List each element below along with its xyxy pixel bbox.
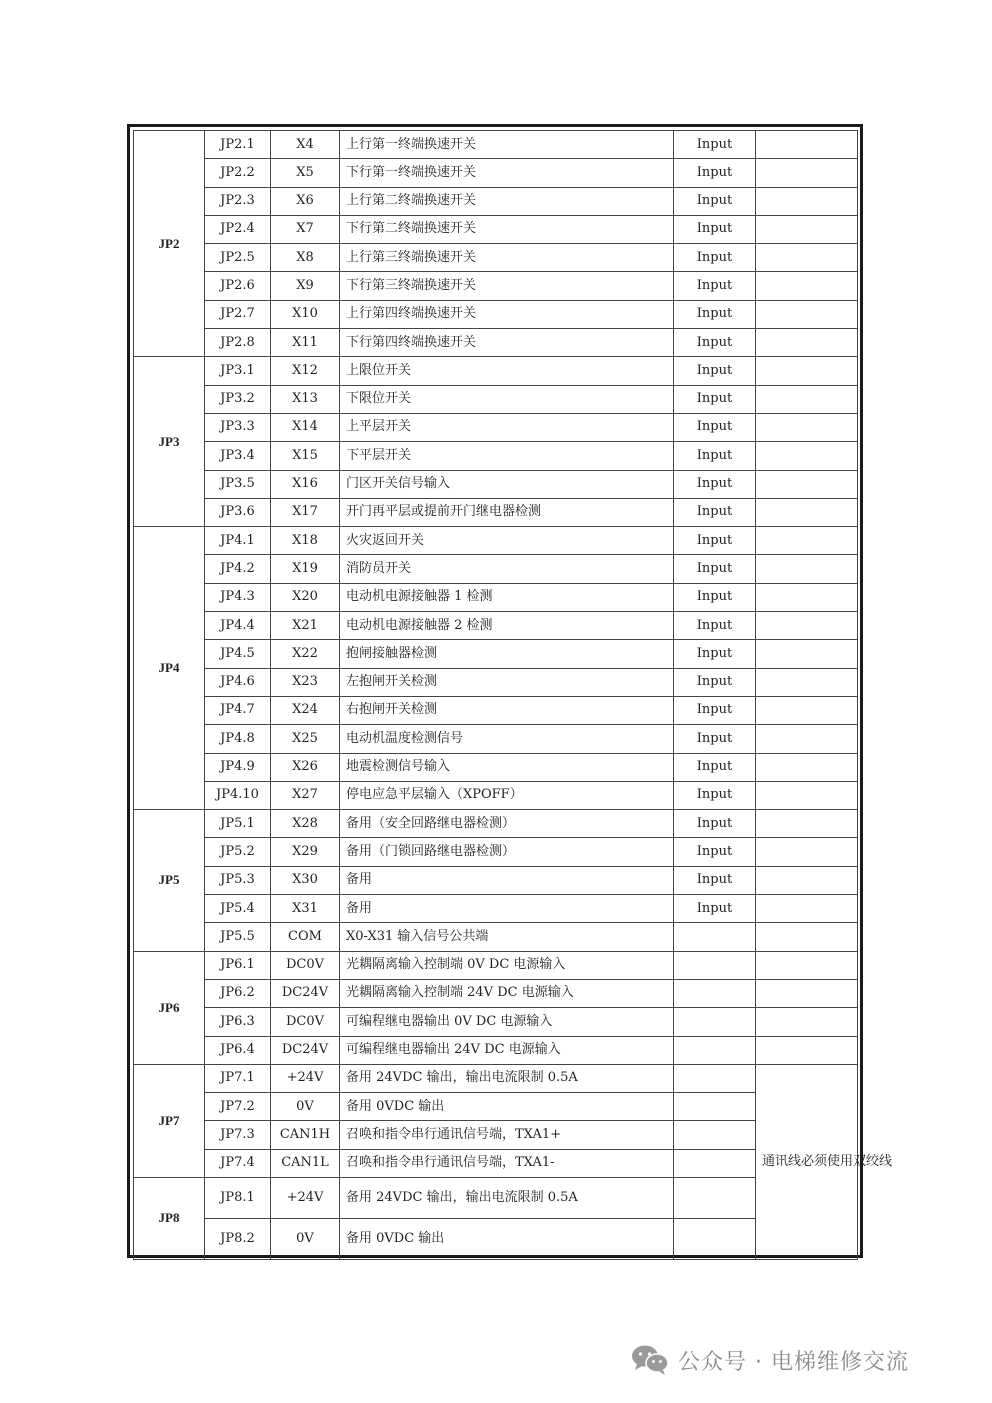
pin-number: JP6.1 <box>205 951 271 979</box>
signal-name: X7 <box>271 215 340 243</box>
signal-name: COM <box>271 923 340 951</box>
io-type: Input <box>674 555 756 583</box>
pin-number: JP4.4 <box>205 612 271 640</box>
pin-description: 消防员开关 <box>340 555 674 583</box>
table-row <box>134 951 858 979</box>
signal-name: X8 <box>271 244 340 272</box>
pin-number: JP3.4 <box>205 442 271 470</box>
pin-number: JP4.6 <box>205 668 271 696</box>
signal-name: X13 <box>271 385 340 413</box>
signal-name: X19 <box>271 555 340 583</box>
io-type: Input <box>674 866 756 894</box>
pin-description: 地震检测信号输入 <box>340 753 674 781</box>
io-type: Input <box>674 781 756 809</box>
connector-label: JP5 <box>134 810 205 951</box>
pin-number: JP2.6 <box>205 272 271 300</box>
signal-name: CAN1H <box>271 1121 340 1149</box>
pin-number: JP6.4 <box>205 1036 271 1064</box>
io-type <box>674 951 756 979</box>
remark-cell <box>756 979 858 1007</box>
table-row <box>134 1177 858 1218</box>
pin-number: JP3.2 <box>205 385 271 413</box>
io-type <box>674 1121 756 1149</box>
pin-number: JP3.1 <box>205 357 271 385</box>
pin-number: JP2.1 <box>205 131 271 159</box>
table-row <box>134 866 858 894</box>
table-row <box>134 244 858 272</box>
table-row <box>134 1064 858 1092</box>
signal-name: X25 <box>271 725 340 753</box>
pin-number: JP6.2 <box>205 979 271 1007</box>
signal-name: X18 <box>271 527 340 555</box>
table-row <box>134 838 858 866</box>
table-row <box>134 895 858 923</box>
pin-number: JP4.7 <box>205 696 271 724</box>
pin-description: 备用 0VDC 输出 <box>340 1218 674 1259</box>
signal-name: CAN1L <box>271 1149 340 1177</box>
pin-number: JP5.1 <box>205 810 271 838</box>
io-type <box>674 1064 756 1092</box>
signal-name: 0V <box>271 1218 340 1259</box>
io-type: Input <box>674 187 756 215</box>
pin-description: 左抱闸开关检测 <box>340 668 674 696</box>
table-row <box>134 215 858 243</box>
signal-name: X27 <box>271 781 340 809</box>
io-type: Input <box>674 131 756 159</box>
signal-name: X12 <box>271 357 340 385</box>
watermark <box>630 1340 909 1380</box>
pin-description: 备用 24VDC 输出，输出电流限制 0.5A <box>340 1064 674 1092</box>
io-type: Input <box>674 215 756 243</box>
pin-number: JP4.8 <box>205 725 271 753</box>
remark-cell <box>756 329 858 357</box>
pin-description: 备用（门锁回路继电器检测） <box>340 838 674 866</box>
table-row <box>134 1036 858 1064</box>
pin-number: JP3.3 <box>205 413 271 441</box>
pin-description: 备用 24VDC 输出，输出电流限制 0.5A <box>340 1177 674 1218</box>
pin-number: JP4.10 <box>205 781 271 809</box>
pin-description: 可编程继电器输出 0V DC 电源输入 <box>340 1008 674 1036</box>
pin-description: 光耦隔离输入控制端 0V DC 电源输入 <box>340 951 674 979</box>
table-row <box>134 923 858 951</box>
io-type: Input <box>674 640 756 668</box>
pin-description: 右抱闸开关检测 <box>340 696 674 724</box>
signal-name: DC0V <box>271 951 340 979</box>
signal-name: X6 <box>271 187 340 215</box>
signal-name: DC24V <box>271 979 340 1007</box>
signal-name: X29 <box>271 838 340 866</box>
table-row <box>134 1149 858 1177</box>
pin-number: JP2.7 <box>205 300 271 328</box>
signal-name: X23 <box>271 668 340 696</box>
pin-description: 门区开关信号输入 <box>340 470 674 498</box>
pin-number: JP4.3 <box>205 583 271 611</box>
remark-cell <box>756 1008 858 1036</box>
io-type: Input <box>674 753 756 781</box>
io-type <box>674 1093 756 1121</box>
signal-name: +24V <box>271 1064 340 1092</box>
pin-description: 备用 0VDC 输出 <box>340 1093 674 1121</box>
table-row <box>134 498 858 526</box>
pin-description: 下行第一终端换速开关 <box>340 159 674 187</box>
table-row <box>134 329 858 357</box>
pin-description: 召唤和指令串行通讯信号端，TXA1+ <box>340 1121 674 1149</box>
io-type <box>674 1177 756 1218</box>
pin-number: JP7.2 <box>205 1093 271 1121</box>
remark-cell <box>756 413 858 441</box>
remark-cell <box>756 527 858 555</box>
remark-cell <box>756 951 858 979</box>
remark-cell <box>756 668 858 696</box>
remark-cell <box>756 583 858 611</box>
pin-number: JP4.1 <box>205 527 271 555</box>
remark-cell <box>756 725 858 753</box>
table-row <box>134 1121 858 1149</box>
remark-cell <box>756 753 858 781</box>
pin-description: 开门再平层或提前开门继电器检测 <box>340 498 674 526</box>
remark-cell <box>756 498 858 526</box>
pin-number: JP5.4 <box>205 895 271 923</box>
pin-description: 上行第四终端换速开关 <box>340 300 674 328</box>
pin-number: JP2.5 <box>205 244 271 272</box>
io-type: Input <box>674 725 756 753</box>
pin-description: 备用（安全回路继电器检测） <box>340 810 674 838</box>
pin-table-frame <box>127 124 893 1258</box>
table-row <box>134 753 858 781</box>
table-row <box>134 555 858 583</box>
remark-cell <box>756 810 858 838</box>
remark-cell <box>756 838 858 866</box>
signal-name: X9 <box>271 272 340 300</box>
remark-cell <box>756 215 858 243</box>
connector-label: JP7 <box>134 1064 205 1177</box>
pin-description: 下行第四终端换速开关 <box>340 329 674 357</box>
signal-name: X31 <box>271 895 340 923</box>
signal-name: +24V <box>271 1177 340 1218</box>
pin-description: 可编程继电器输出 24V DC 电源输入 <box>340 1036 674 1064</box>
pin-number: JP5.5 <box>205 923 271 951</box>
signal-name: X28 <box>271 810 340 838</box>
io-type: Input <box>674 385 756 413</box>
io-type <box>674 1218 756 1259</box>
io-type <box>674 923 756 951</box>
table-row <box>134 159 858 187</box>
signal-name: X24 <box>271 696 340 724</box>
signal-name: X15 <box>271 442 340 470</box>
signal-name: X17 <box>271 498 340 526</box>
signal-name: DC24V <box>271 1036 340 1064</box>
pin-number: JP4.2 <box>205 555 271 583</box>
table-row <box>134 527 858 555</box>
io-type: Input <box>674 272 756 300</box>
pin-description: 停电应急平层输入（XPOFF） <box>340 781 674 809</box>
remark-cell <box>756 187 858 215</box>
io-type: Input <box>674 838 756 866</box>
table-row <box>134 1008 858 1036</box>
pin-description: 抱闸接触器检测 <box>340 640 674 668</box>
table-row <box>134 810 858 838</box>
pin-assignment-table <box>133 130 893 1260</box>
pin-description: 电动机电源接触器 2 检测 <box>340 612 674 640</box>
connector-label: JP6 <box>134 951 205 1064</box>
pin-number: JP4.9 <box>205 753 271 781</box>
pin-description: 上行第三终端换速开关 <box>340 244 674 272</box>
table-row <box>134 413 858 441</box>
table-row <box>134 187 858 215</box>
table-row <box>134 300 858 328</box>
signal-name: 0V <box>271 1093 340 1121</box>
table-row <box>134 1093 858 1121</box>
io-type: Input <box>674 668 756 696</box>
pin-description: 下平层开关 <box>340 442 674 470</box>
remark-cell <box>756 1036 858 1064</box>
signal-name: X22 <box>271 640 340 668</box>
signal-name: X21 <box>271 612 340 640</box>
table-row <box>134 272 858 300</box>
pin-number: JP8.1 <box>205 1177 271 1218</box>
note-cell: 通讯线必须使用双绞线 <box>756 1064 858 1259</box>
io-type <box>674 1008 756 1036</box>
table-row <box>134 357 858 385</box>
pin-number: JP7.4 <box>205 1149 271 1177</box>
signal-name: DC0V <box>271 1008 340 1036</box>
remark-cell <box>756 640 858 668</box>
io-type: Input <box>674 583 756 611</box>
wechat-icon <box>630 1343 670 1377</box>
remark-cell <box>756 696 858 724</box>
remark-cell <box>756 923 858 951</box>
signal-name: X14 <box>271 413 340 441</box>
table-row <box>134 583 858 611</box>
pin-number: JP6.3 <box>205 1008 271 1036</box>
signal-name: X20 <box>271 583 340 611</box>
io-type: Input <box>674 329 756 357</box>
pin-description: 召唤和指令串行通讯信号端，TXA1- <box>340 1149 674 1177</box>
pin-description: 上限位开关 <box>340 357 674 385</box>
signal-name: X11 <box>271 329 340 357</box>
io-type: Input <box>674 895 756 923</box>
pin-description: 上行第一终端换速开关 <box>340 131 674 159</box>
pin-description: 电动机电源接触器 1 检测 <box>340 583 674 611</box>
pin-number: JP8.2 <box>205 1218 271 1259</box>
pin-description: 备用 <box>340 895 674 923</box>
io-type: Input <box>674 498 756 526</box>
table-row <box>134 385 858 413</box>
pin-number: JP7.1 <box>205 1064 271 1092</box>
signal-name: X26 <box>271 753 340 781</box>
io-type <box>674 1036 756 1064</box>
pin-description: X0-X31 输入信号公共端 <box>340 923 674 951</box>
pin-number: JP2.2 <box>205 159 271 187</box>
remark-cell <box>756 866 858 894</box>
remark-cell <box>756 300 858 328</box>
remark-cell <box>756 357 858 385</box>
pin-description: 上行第二终端换速开关 <box>340 187 674 215</box>
pin-description: 下行第二终端换速开关 <box>340 215 674 243</box>
pin-number: JP3.6 <box>205 498 271 526</box>
io-type: Input <box>674 357 756 385</box>
io-type: Input <box>674 442 756 470</box>
pin-number: JP3.5 <box>205 470 271 498</box>
connector-label: JP8 <box>134 1177 205 1259</box>
pin-number: JP2.4 <box>205 215 271 243</box>
remark-cell <box>756 470 858 498</box>
signal-name: X4 <box>271 131 340 159</box>
connector-label: JP2 <box>134 131 205 357</box>
remark-cell <box>756 385 858 413</box>
table-row <box>134 668 858 696</box>
signal-name: X16 <box>271 470 340 498</box>
watermark-text: 公众号 · 电梯维修交流 <box>678 1349 909 1375</box>
remark-cell <box>756 555 858 583</box>
io-type: Input <box>674 696 756 724</box>
remark-cell <box>756 612 858 640</box>
table-row <box>134 979 858 1007</box>
pin-number: JP4.5 <box>205 640 271 668</box>
table-row <box>134 470 858 498</box>
remark-cell <box>756 781 858 809</box>
pin-description: 上平层开关 <box>340 413 674 441</box>
pin-number: JP5.3 <box>205 866 271 894</box>
io-type: Input <box>674 527 756 555</box>
pin-number: JP7.3 <box>205 1121 271 1149</box>
signal-name: X10 <box>271 300 340 328</box>
signal-name: X5 <box>271 159 340 187</box>
remark-cell <box>756 244 858 272</box>
remark-cell <box>756 272 858 300</box>
connector-label: JP4 <box>134 527 205 810</box>
io-type: Input <box>674 612 756 640</box>
table-row <box>134 131 858 159</box>
table-row <box>134 781 858 809</box>
remark-cell <box>756 131 858 159</box>
io-type: Input <box>674 159 756 187</box>
pin-description: 下限位开关 <box>340 385 674 413</box>
table-row <box>134 696 858 724</box>
io-type <box>674 979 756 1007</box>
io-type: Input <box>674 413 756 441</box>
pin-number: JP2.8 <box>205 329 271 357</box>
pin-description: 备用 <box>340 866 674 894</box>
pin-description: 光耦隔离输入控制端 24V DC 电源输入 <box>340 979 674 1007</box>
remark-cell <box>756 159 858 187</box>
io-type: Input <box>674 470 756 498</box>
io-type: Input <box>674 244 756 272</box>
table-row <box>134 640 858 668</box>
pin-number: JP2.3 <box>205 187 271 215</box>
pin-description: 火灾返回开关 <box>340 527 674 555</box>
table-row <box>134 442 858 470</box>
table-row <box>134 725 858 753</box>
table-row <box>134 612 858 640</box>
remark-cell <box>756 895 858 923</box>
table-row <box>134 1218 858 1259</box>
signal-name: X30 <box>271 866 340 894</box>
pin-number: JP5.2 <box>205 838 271 866</box>
remark-cell <box>756 442 858 470</box>
io-type <box>674 1149 756 1177</box>
io-type: Input <box>674 810 756 838</box>
io-type: Input <box>674 300 756 328</box>
pin-description: 下行第三终端换速开关 <box>340 272 674 300</box>
connector-label: JP3 <box>134 357 205 527</box>
pin-description: 电动机温度检测信号 <box>340 725 674 753</box>
